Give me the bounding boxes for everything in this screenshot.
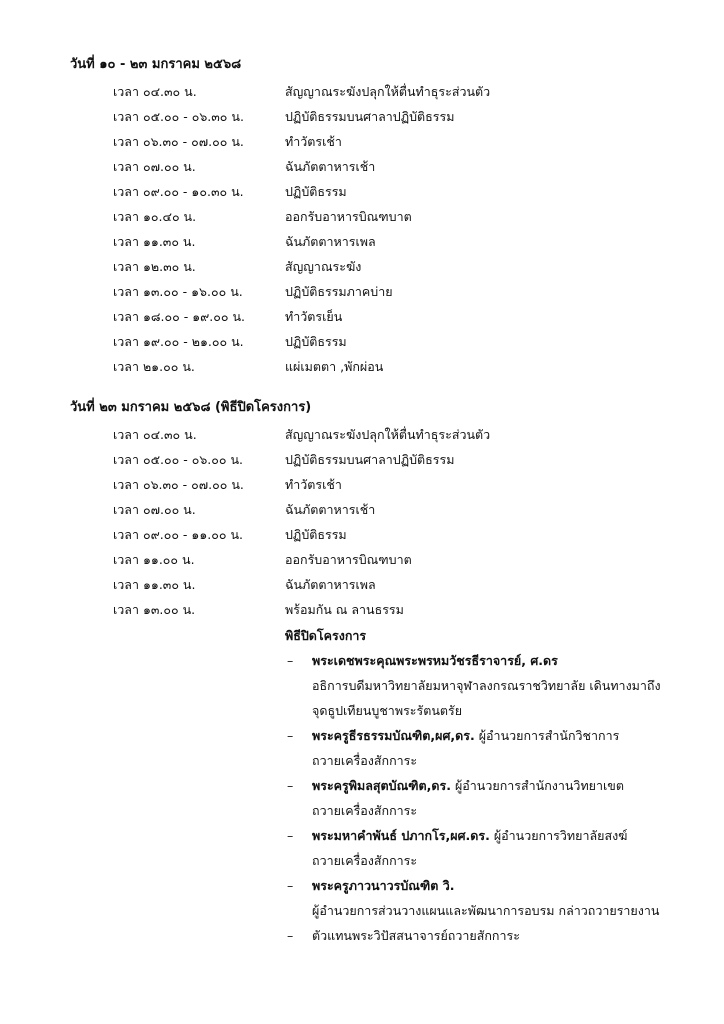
schedule-row (0, 109, 724, 127)
schedule-activity: ฉันภัตตาหารเพล (285, 234, 376, 249)
schedule-time: เวลา ๐๖.๓๐ - ๐๗.๐๐ น. (113, 477, 244, 492)
item-detail: ผู้อำนวยการส่วนวางแผนและพัฒนาการอบรม กล่าวถวายรายงาน (312, 903, 660, 918)
schedule-row (0, 359, 724, 377)
day2-heading: วันที่ ๒๓ มกราคม ๒๕๖๘ (พิธีปิดโครงการ) (70, 400, 312, 415)
schedule-time: เวลา ๐๕.๐๐ - ๐๖.๓๐ น. (113, 109, 244, 124)
item-detail: ถวายเครื่องสักการะ (312, 853, 418, 868)
ceremony-title: พิธีปิดโครงการ (285, 628, 367, 643)
schedule-activity: สัญญาณระฆังปลุกให้ตื่นทำธุระส่วนตัว (285, 427, 491, 442)
schedule-activity: ฉันภัตตาหารเพล (285, 577, 376, 592)
schedule-row (0, 334, 724, 352)
item-name: พระมหาคำพันธ์ ปภากโร,ผศ.ดร. (312, 828, 490, 843)
list-dash: – (287, 828, 294, 843)
item-role: ผู้อำนวยการสำนักวิชาการ (474, 728, 620, 743)
list-dash: – (287, 653, 294, 668)
schedule-activity: ปฏิบัติธรรมบนศาลาปฏิบัติธรรม (285, 109, 455, 124)
item-role: ผู้อำนวยการสำนักงานวิทยาเขต (450, 778, 624, 793)
schedule-activity: สัญญาณระฆัง (285, 259, 362, 274)
schedule-activity: ทำวัตรเย็น (285, 309, 343, 324)
schedule-row (0, 552, 724, 570)
schedule-time: เวลา ๑๓.๐๐ น. (113, 602, 196, 617)
schedule-time: เวลา ๐๗.๐๐ น. (113, 159, 196, 174)
schedule-time: เวลา ๐๗.๐๐ น. (113, 502, 196, 517)
schedule-activity: ปฏิบัติธรรม (285, 184, 347, 199)
schedule-activity: ทำวัตรเช้า (285, 134, 342, 149)
schedule-activity: ออกรับอาหารบิณฑบาต (285, 552, 412, 567)
item-detail: อธิการบดีมหาวิทยาลัยมหาจุฬาลงกรณราชวิทยาลัย เดินทางมาถึง (312, 678, 661, 693)
schedule-row (0, 477, 724, 495)
schedule-row (0, 159, 724, 177)
schedule-time: เวลา ๐๙.๐๐ - ๑๑.๐๐ น. (113, 527, 244, 542)
schedule-time: เวลา ๐๖.๓๐ - ๐๗.๐๐ น. (113, 134, 244, 149)
item-role: ตัวแทนพระวิปัสสนาจารย์ถวายสักการะ (312, 928, 520, 943)
list-item (312, 653, 558, 668)
schedule-activity: ปฏิบัติธรรมภาคบ่าย (285, 284, 393, 299)
list-item (312, 878, 454, 893)
list-dash: – (287, 878, 294, 893)
schedule-row (0, 134, 724, 152)
schedule-activity: ฉันภัตตาหารเช้า (285, 502, 376, 517)
list-item (312, 928, 520, 943)
item-name: พระครูพิมลสุตบัณฑิต,ดร. (312, 778, 451, 793)
list-dash: – (287, 778, 294, 793)
schedule-time: เวลา ๑๑.๓๐ น. (113, 234, 196, 249)
schedule-activity: แผ่เมตตา ,พักผ่อน (285, 359, 384, 374)
item-name: พระเดชพระคุณพระพรหมวัชรธีราจารย์, ศ.ดร (312, 653, 558, 668)
schedule-activity: ทำวัตรเช้า (285, 477, 342, 492)
schedule-time: เวลา ๑๘.๐๐ - ๑๙.๐๐ น. (113, 309, 246, 324)
schedule-row (0, 234, 724, 252)
schedule-activity: ออกรับอาหารบิณฑบาต (285, 209, 412, 224)
schedule-activity: พร้อมกัน ณ ลานธรรม (285, 602, 404, 617)
schedule-row (0, 527, 724, 545)
schedule-activity: สัญญาณระฆังปลุกให้ตื่นทำธุระส่วนตัว (285, 84, 491, 99)
schedule-time: เวลา ๐๔.๓๐ น. (113, 427, 197, 442)
schedule-time: เวลา ๑๑.๐๐ น. (113, 552, 195, 567)
list-dash: – (287, 728, 294, 743)
item-role: ผู้อำนวยการวิทยาลัยสงฆ์ (489, 828, 628, 843)
schedule-row (0, 452, 724, 470)
schedule-time: เวลา ๐๔.๓๐ น. (113, 84, 197, 99)
schedule-activity: ปฏิบัติธรรมบนศาลาปฏิบัติธรรม (285, 452, 455, 467)
schedule-row (0, 309, 724, 327)
schedule-row (0, 502, 724, 520)
item-detail: ถวายเครื่องสักการะ (312, 753, 418, 768)
list-item (312, 828, 627, 843)
schedule-activity: ปฏิบัติธรรม (285, 334, 347, 349)
schedule-activity: ฉันภัตตาหารเช้า (285, 159, 376, 174)
schedule-time: เวลา ๑๐.๔๐ น. (113, 209, 197, 224)
list-item (312, 728, 619, 743)
schedule-time: เวลา ๑๑.๓๐ น. (113, 577, 196, 592)
schedule-row (0, 209, 724, 227)
schedule-row (0, 577, 724, 595)
schedule-row (0, 427, 724, 445)
schedule-activity: ปฏิบัติธรรม (285, 527, 347, 542)
list-item (312, 778, 624, 793)
day1-heading: วันที่ ๑๐ - ๒๓ มกราคม ๒๕๖๘ (70, 57, 242, 72)
schedule-row (0, 259, 724, 277)
schedule-time: เวลา ๐๕.๐๐ - ๐๖.๐๐ น. (113, 452, 244, 467)
item-name: พระครูภาวนาวรบัณฑิต วิ. (312, 878, 455, 893)
schedule-row (0, 602, 724, 620)
schedule-row (0, 284, 724, 302)
item-detail: ถวายเครื่องสักการะ (312, 803, 418, 818)
schedule-row (0, 84, 724, 102)
schedule-time: เวลา ๑๙.๐๐ - ๒๑.๐๐ น. (113, 334, 244, 349)
item-detail: จุดธูปเทียนบูชาพระรัตนตรัย (312, 703, 463, 718)
schedule-time: เวลา ๐๙.๐๐ - ๑๐.๓๐ น. (113, 184, 244, 199)
schedule-time: เวลา ๑๓.๐๐ - ๑๖.๐๐ น. (113, 284, 243, 299)
item-name: พระครูธีรธรรมบัณฑิต,ผศ,ดร. (312, 728, 475, 743)
schedule-row (0, 184, 724, 202)
schedule-time: เวลา ๒๑.๐๐ น. (113, 359, 195, 374)
list-dash: – (287, 928, 294, 943)
schedule-time: เวลา ๑๒.๓๐ น. (113, 259, 196, 274)
